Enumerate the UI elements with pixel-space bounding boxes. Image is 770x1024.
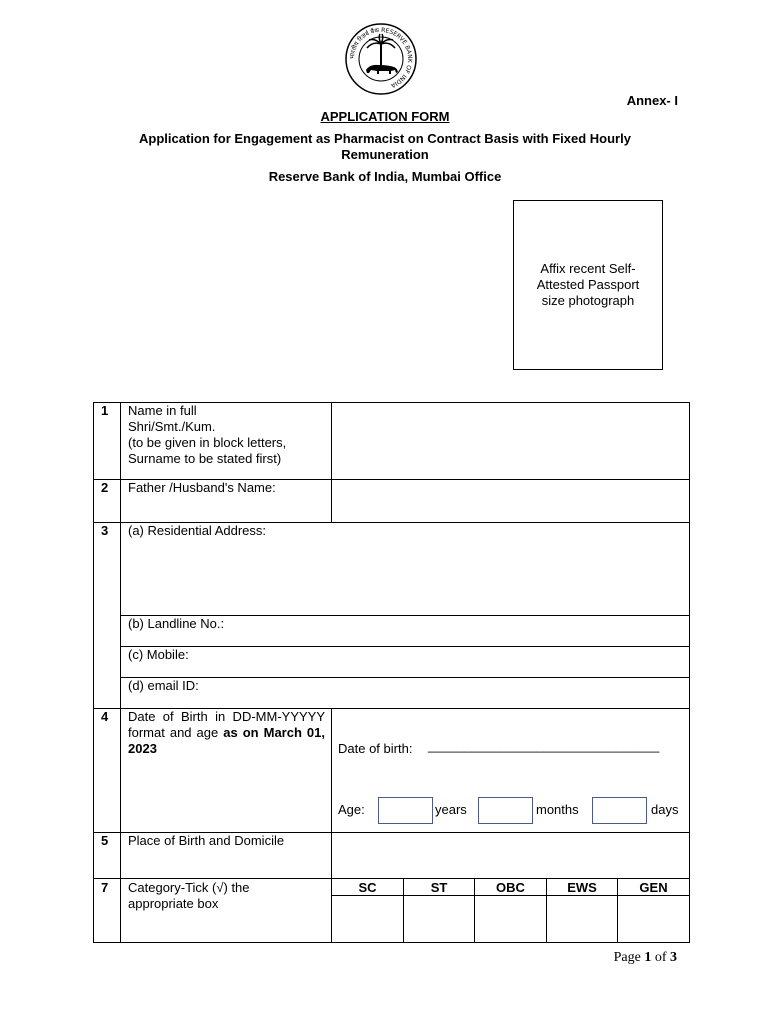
place-of-birth-input[interactable] bbox=[332, 833, 689, 878]
age-days-box[interactable] bbox=[592, 797, 647, 824]
residential-address-field[interactable] bbox=[128, 523, 683, 615]
row-number-7: 7 bbox=[101, 880, 109, 895]
residential-address-label: (a) Residential Address: bbox=[128, 523, 267, 538]
row-number-3: 3 bbox=[101, 523, 109, 538]
row-number-1: 1 bbox=[101, 403, 109, 418]
age-label: Age: bbox=[338, 802, 365, 817]
landline-label: (b) Landline No.: bbox=[128, 616, 225, 631]
category-box-sc[interactable] bbox=[332, 896, 403, 942]
photo-placeholder-box bbox=[513, 200, 663, 370]
place-of-birth-label: Place of Birth and Domicile bbox=[128, 833, 285, 848]
category-header-ews: EWS bbox=[567, 880, 597, 895]
father-husband-name-input[interactable] bbox=[332, 480, 689, 522]
category-label: Category-Tick (√) the appropriate box bbox=[128, 880, 250, 911]
category-box-obc[interactable] bbox=[475, 896, 546, 942]
dob-label: Date of Birth in DD-MM-YYYYY format and age as on March 01, 2023 bbox=[128, 709, 325, 756]
category-header-obc: OBC bbox=[496, 880, 525, 895]
row-number-5: 5 bbox=[101, 833, 109, 848]
photo-instruction: Affix recent Self-Attested Passport size photograph bbox=[536, 261, 640, 308]
form-subtitle: Application for Engagement as Pharmacist on Contract Basis with Fixed Hourly Remuneration bbox=[139, 131, 631, 162]
category-header-gen: GEN bbox=[639, 880, 668, 895]
category-box-st[interactable] bbox=[404, 896, 474, 942]
rbi-emblem-logo bbox=[344, 22, 418, 96]
category-box-ews[interactable] bbox=[547, 896, 617, 942]
landline-field[interactable] bbox=[128, 616, 683, 646]
form-title: APPLICATION FORM bbox=[320, 109, 450, 124]
svg-text:भारतीय रिज़र्व बैंक RESERVE BA: भारतीय रिज़र्व बैंक RESERVE BANK OF INDIA bbox=[348, 26, 414, 89]
mobile-label: (c) Mobile: bbox=[128, 647, 189, 662]
age-months-box[interactable] bbox=[478, 797, 533, 824]
months-label: months bbox=[536, 802, 579, 817]
mobile-field[interactable] bbox=[128, 647, 683, 677]
email-label: (d) email ID: bbox=[128, 678, 199, 693]
dob-blank-line[interactable]: ________________________________ bbox=[428, 738, 660, 753]
page-number: Page 1 of 3 bbox=[613, 950, 677, 965]
years-label: years bbox=[435, 802, 467, 817]
name-input-area[interactable] bbox=[332, 403, 689, 479]
annex-label: Annex- I bbox=[626, 93, 678, 108]
name-label: Name in full Shri/Smt./Kum. (to be given in block letters, Surname to be stated first) bbox=[128, 403, 287, 466]
category-box-gen[interactable] bbox=[618, 896, 689, 942]
row-number-2: 2 bbox=[101, 480, 109, 495]
age-years-box[interactable] bbox=[378, 797, 433, 824]
category-header-st: ST bbox=[430, 880, 448, 895]
days-label: days bbox=[651, 802, 679, 817]
category-header-sc: SC bbox=[358, 880, 377, 895]
email-field[interactable] bbox=[128, 678, 683, 708]
dob-field-label: Date of birth: bbox=[338, 741, 413, 756]
row-number-4: 4 bbox=[101, 709, 109, 724]
office-name: Reserve Bank of India, Mumbai Office bbox=[268, 169, 502, 184]
father-husband-name-label: Father /Husband's Name: bbox=[128, 480, 276, 495]
